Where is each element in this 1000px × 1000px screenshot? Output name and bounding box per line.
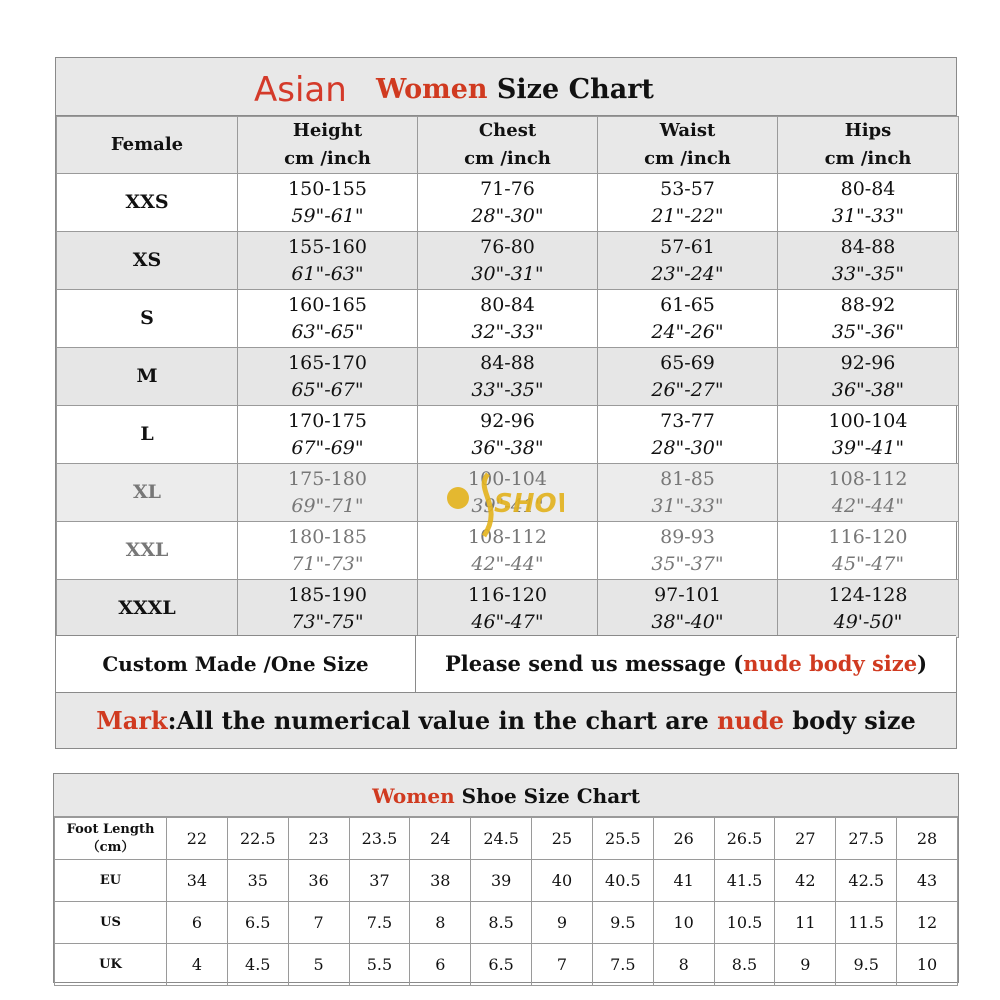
shoe-title-rest: Shoe Size Chart <box>454 784 640 808</box>
size-cell <box>238 464 418 522</box>
shoe-cell: 9 <box>532 902 593 944</box>
mark-note: Mark:All the numerical value in the chart are nude body size <box>56 692 956 748</box>
cm-value: 116-120 <box>468 583 547 606</box>
inch-value: 45"-47" <box>831 552 905 575</box>
custom-message: Please send us message (nude body size) <box>444 651 928 676</box>
size-cell <box>598 348 778 406</box>
shoe-cell: 40.5 <box>592 860 653 902</box>
size-cell <box>778 174 959 232</box>
title-asian: Asian <box>254 70 347 110</box>
size-cell <box>238 580 418 638</box>
size-cell <box>598 464 778 522</box>
watermark-graphic <box>444 470 564 540</box>
cm-value: 81-85 <box>660 467 715 490</box>
shoe-cell: 25 <box>532 818 593 860</box>
cm-value: 92-96 <box>480 409 535 432</box>
cm-value: 160-165 <box>288 293 367 316</box>
nude-body-size-highlight: nude body size <box>743 651 918 676</box>
inch-value: 59"-61" <box>291 204 364 227</box>
size-cell <box>418 406 598 464</box>
cm-value: 61-65 <box>660 293 715 316</box>
shoe-cell: 10 <box>897 944 958 986</box>
cm-value: 84-88 <box>480 351 535 374</box>
cm-value: 175-180 <box>288 467 367 490</box>
size-cell <box>598 232 778 290</box>
inch-value: 36"-38" <box>831 378 905 401</box>
size-cell <box>418 580 598 638</box>
col-header-hips: Hips cm /inch <box>778 117 959 174</box>
shoe-cell: 42.5 <box>836 860 897 902</box>
inch-value: 30"-31" <box>471 262 544 285</box>
size-cell <box>778 290 959 348</box>
size-cell <box>598 174 778 232</box>
shoe-cell: 7.5 <box>349 902 410 944</box>
size-cell <box>778 232 959 290</box>
cm-value: 180-185 <box>288 525 367 548</box>
size-cell <box>778 464 959 522</box>
size-cell <box>778 522 959 580</box>
shoe-cell: 27 <box>775 818 836 860</box>
size-row-xs <box>57 232 959 290</box>
shoe-row <box>55 944 958 986</box>
shoe-row-label: US <box>55 902 167 944</box>
shoe-row-label: UK <box>55 944 167 986</box>
shoe-cell: 23 <box>288 818 349 860</box>
shoe-cell: 22.5 <box>227 818 288 860</box>
shoe-cell: 8.5 <box>471 902 532 944</box>
size-cell <box>598 522 778 580</box>
shoe-cell: 9 <box>775 944 836 986</box>
inch-value: 32"-33" <box>471 320 544 343</box>
shoe-cell: 37 <box>349 860 410 902</box>
cm-value: 76-80 <box>480 235 535 258</box>
shoe-cell: 22 <box>167 818 228 860</box>
inch-value: 24"-26" <box>651 320 724 343</box>
shoe-size-chart <box>53 773 959 983</box>
shoe-cell: 27.5 <box>836 818 897 860</box>
inch-value: 35"-37" <box>651 552 724 575</box>
shoe-cell: 40 <box>532 860 593 902</box>
inch-value: 46"-47" <box>471 610 544 633</box>
size-chart <box>55 57 957 749</box>
shoe-cell: 38 <box>410 860 471 902</box>
inch-value: 42"-44" <box>831 494 905 517</box>
inch-value: 38"-40" <box>651 610 724 633</box>
shoe-row <box>55 902 958 944</box>
size-cell <box>778 580 959 638</box>
shoe-cell: 7 <box>532 944 593 986</box>
inch-value: 73"-75" <box>291 610 364 633</box>
inch-value: 42"-44" <box>471 552 544 575</box>
custom-made-label: Custom Made /One Size <box>56 636 416 692</box>
size-cell <box>778 348 959 406</box>
custom-size-row <box>56 635 956 692</box>
shoe-cell: 39 <box>471 860 532 902</box>
shoe-cell: 6 <box>167 902 228 944</box>
shoe-cell: 9.5 <box>592 902 653 944</box>
shoe-row-label: Foot Length （cm） <box>55 818 167 860</box>
size-table-header <box>57 117 959 174</box>
inch-value: 28"-30" <box>471 204 544 227</box>
shoe-title-women: Women <box>372 784 455 808</box>
cm-value: 84-88 <box>840 235 896 258</box>
size-cell <box>238 232 418 290</box>
cm-value: 165-170 <box>288 351 367 374</box>
cm-value: 65-69 <box>660 351 715 374</box>
shoe-cell: 7 <box>288 902 349 944</box>
cm-value: 73-77 <box>660 409 715 432</box>
shoe-cell: 5.5 <box>349 944 410 986</box>
size-label: XXXL <box>57 580 238 638</box>
cm-value: 71-76 <box>480 177 535 200</box>
inch-value: 61"-63" <box>291 262 364 285</box>
shoe-cell: 43 <box>897 860 958 902</box>
inch-value: 69"-71" <box>291 494 364 517</box>
size-chart-title <box>56 58 956 116</box>
inch-value: 31"-33" <box>831 204 905 227</box>
title-women-size-chart <box>376 74 654 105</box>
col-header-female: Female <box>57 117 238 174</box>
shoe-cell: 6 <box>410 944 471 986</box>
cm-value: 170-175 <box>288 409 367 432</box>
cm-value: 97-101 <box>654 583 721 606</box>
col-header-waist: Waist cm /inch <box>598 117 778 174</box>
shoe-cell: 42 <box>775 860 836 902</box>
size-label: L <box>57 406 238 464</box>
cm-value: 155-160 <box>288 235 367 258</box>
inch-value: 39"-41" <box>471 494 544 517</box>
size-cell <box>598 406 778 464</box>
size-cell <box>778 406 959 464</box>
size-cell <box>598 290 778 348</box>
cm-value: 100-104 <box>468 467 547 490</box>
cm-value: 185-190 <box>288 583 367 606</box>
shoe-cell: 34 <box>167 860 228 902</box>
cm-value: 150-155 <box>288 177 367 200</box>
shoe-cell: 36 <box>288 860 349 902</box>
shoe-cell: 41.5 <box>714 860 775 902</box>
size-cell <box>418 232 598 290</box>
size-cell <box>238 174 418 232</box>
size-label: XXS <box>57 174 238 232</box>
size-cell <box>598 580 778 638</box>
shoe-cell: 35 <box>227 860 288 902</box>
size-cell <box>418 290 598 348</box>
size-table <box>56 116 959 638</box>
size-label: XS <box>57 232 238 290</box>
cm-value: 100-104 <box>828 409 908 432</box>
col-header-height: Height cm /inch <box>238 117 418 174</box>
shoe-chart-title <box>54 774 958 817</box>
col-header-chest: Chest cm /inch <box>418 117 598 174</box>
cm-value: 57-61 <box>660 235 715 258</box>
size-label: S <box>57 290 238 348</box>
shoe-cell: 41 <box>653 860 714 902</box>
cm-value: 89-93 <box>660 525 715 548</box>
cm-value: 80-84 <box>480 293 535 316</box>
inch-value: 23"-24" <box>651 262 724 285</box>
size-label: XL <box>57 464 238 522</box>
shoe-row <box>55 860 958 902</box>
inch-value: 39"-41" <box>831 436 905 459</box>
shoe-table <box>54 817 958 986</box>
shoe-cell: 6.5 <box>471 944 532 986</box>
size-row-s <box>57 290 959 348</box>
size-cell <box>238 348 418 406</box>
shoe-cell: 5 <box>288 944 349 986</box>
inch-value: 35"-36" <box>831 320 905 343</box>
size-cell <box>238 290 418 348</box>
shoe-row <box>55 818 958 860</box>
title-women: Women <box>376 74 488 105</box>
shoe-cell: 26.5 <box>714 818 775 860</box>
shoe-cell: 9.5 <box>836 944 897 986</box>
shoe-cell: 10.5 <box>714 902 775 944</box>
shoe-cell: 12 <box>897 902 958 944</box>
size-cell <box>238 406 418 464</box>
inch-value: 33"-35" <box>831 262 905 285</box>
shoe-cell: 4.5 <box>227 944 288 986</box>
inch-value: 31"-33" <box>651 494 724 517</box>
shoe-cell: 8.5 <box>714 944 775 986</box>
size-cell <box>238 522 418 580</box>
shoe-cell: 4 <box>167 944 228 986</box>
watermark-text: SHO <box>494 489 557 519</box>
size-row-xxxl <box>57 580 959 638</box>
size-label: M <box>57 348 238 406</box>
size-cell <box>418 348 598 406</box>
shoe-cell: 24.5 <box>471 818 532 860</box>
inch-value: 49'-50" <box>833 610 903 633</box>
title-size-chart: Size Chart <box>496 74 654 105</box>
inch-value: 26"-27" <box>651 378 724 401</box>
inch-value: 28"-30" <box>651 436 724 459</box>
cm-value: 80-84 <box>840 177 896 200</box>
shoe-cell: 6.5 <box>227 902 288 944</box>
cm-value: 88-92 <box>840 293 896 316</box>
inch-value: 71"-73" <box>291 552 364 575</box>
shoe-cell: 28 <box>897 818 958 860</box>
shoe-cell: 7.5 <box>592 944 653 986</box>
shoe-cell: 8 <box>653 944 714 986</box>
mark-label: Mark <box>96 706 168 735</box>
shoe-cell: 10 <box>653 902 714 944</box>
shoe-cell: 8 <box>410 902 471 944</box>
show-watermark-logo <box>444 470 564 540</box>
shoe-cell: 23.5 <box>349 818 410 860</box>
shoe-cell: 11 <box>775 902 836 944</box>
shoe-row-label: EU <box>55 860 167 902</box>
inch-value: 63"-65" <box>291 320 364 343</box>
size-row-l <box>57 406 959 464</box>
size-row-xxs <box>57 174 959 232</box>
cm-value: 116-120 <box>828 525 908 548</box>
inch-value: 65"-67" <box>291 378 364 401</box>
shoe-cell: 26 <box>653 818 714 860</box>
shoe-cell: 25.5 <box>592 818 653 860</box>
size-row-m <box>57 348 959 406</box>
inch-value: 36"-38" <box>471 436 544 459</box>
shoe-cell: 24 <box>410 818 471 860</box>
inch-value: 21"-22" <box>651 204 724 227</box>
cm-value: 108-112 <box>468 525 547 548</box>
inch-value: 67"-69" <box>291 436 364 459</box>
nude-highlight: nude <box>717 706 785 735</box>
shoe-cell: 11.5 <box>836 902 897 944</box>
size-cell <box>418 174 598 232</box>
cm-value: 53-57 <box>660 177 715 200</box>
inch-value: 33"-35" <box>471 378 544 401</box>
cm-value: 92-96 <box>840 351 896 374</box>
cm-value: 124-128 <box>828 583 908 606</box>
size-label: XXL <box>57 522 238 580</box>
cm-value: 108-112 <box>828 467 908 490</box>
